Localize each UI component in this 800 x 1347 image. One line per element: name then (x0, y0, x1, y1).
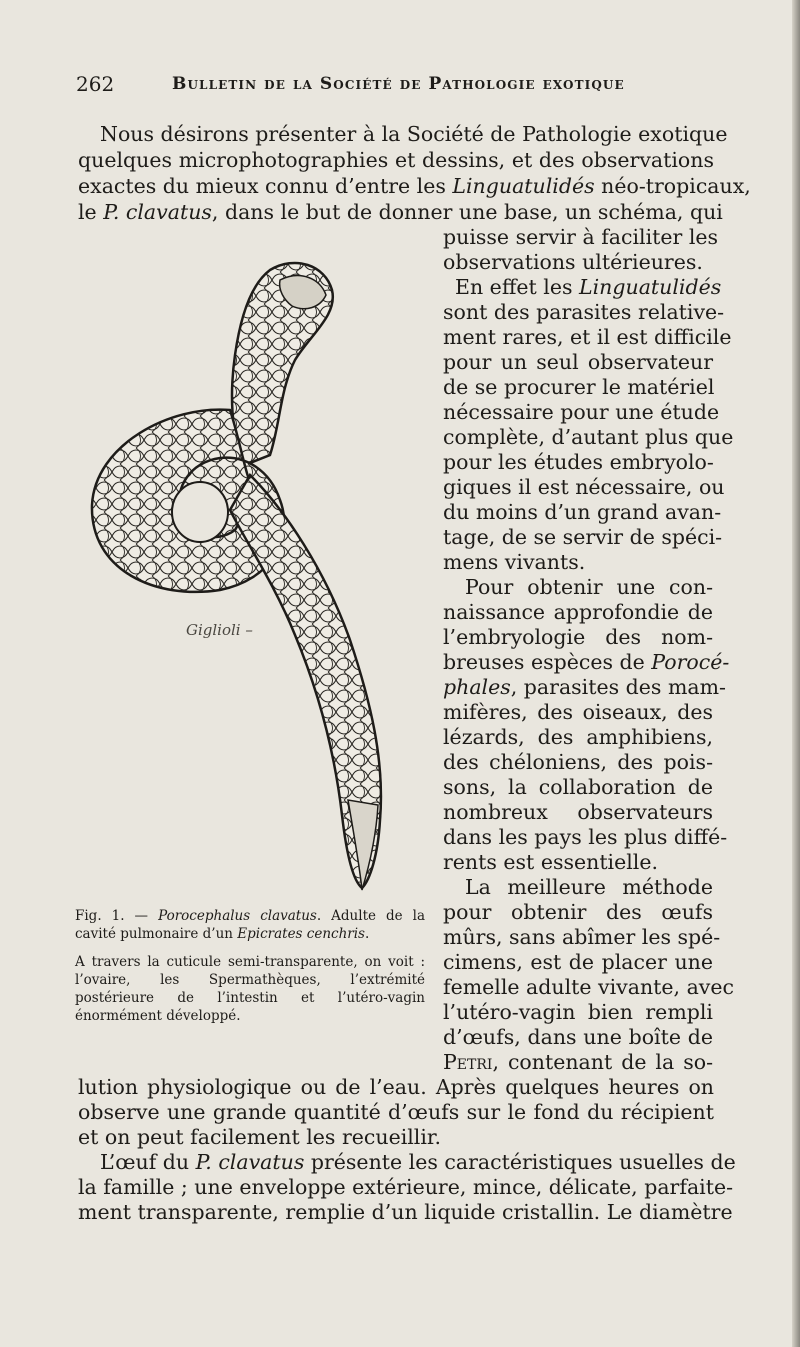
text-line: ment transparente, remplie d’un liquide cristallin. Le diamètre (78, 1200, 733, 1224)
text-line: observe une grande quantité d’œufs sur le fond du récipient (78, 1100, 714, 1124)
text-line: puisse servir à faciliter les (443, 225, 719, 249)
text-line: breuses espèces de Porocé- (443, 650, 730, 674)
text-line: Pour obtenir une con- (465, 575, 713, 599)
text-line: rents est essentielle. (443, 850, 659, 874)
text-line: complète, d’autant plus que (443, 425, 734, 449)
figure-signature: Giglioli – (186, 621, 253, 639)
text-line: sont des parasites relative- (443, 300, 725, 324)
text-line: mûrs, sans abîmer les spé- (443, 925, 721, 949)
text-line: En effet les Linguatulidés (455, 275, 722, 299)
text-line: du moins d’un grand avan- (443, 500, 722, 524)
text-line: d’œufs, dans une boîte de (443, 1025, 713, 1049)
running-head: Bulletin de la Société de Pathologie exotique (172, 74, 625, 94)
text-line: phales, parasites des mam- (443, 675, 726, 699)
text-line: La meilleure méthode (465, 875, 713, 899)
text-line: Nous désirons présenter à la Société de Pathologie exotique (100, 122, 728, 146)
text-line: giques il est nécessaire, ou (443, 475, 725, 499)
figure-caption: Fig. 1. — Porocephalus clavatus. Adulte de la cavité pulmonaire d’un Epicrates cenchris. (75, 908, 426, 942)
text-line: tage, de se servir de spéci- (443, 525, 723, 549)
text-line: L’œuf du P. clavatus présente les caractéristiques usuelles de (100, 1150, 736, 1174)
text-line: l’utéro-vagin bien rempli (443, 1000, 713, 1024)
text-line: et on peut facilement les recueillir. (78, 1125, 441, 1149)
text-line: nécessaire pour une étude (443, 400, 720, 424)
text-line: sons, la collaboration de (443, 775, 713, 799)
text-line: de se procurer le matériel (443, 375, 715, 399)
loop-hole (172, 482, 228, 542)
page-edge (792, 0, 800, 1347)
text-line: nombreux observateurs (443, 800, 713, 824)
figure-caption-detail: A travers la cuticule semi-transparente, on voit : l’ovaire, les Spermathèques, l’extrémité postérieure de l’intestin et l’utéro-vagin énormément développé. (75, 954, 425, 1024)
text-line: la famille ; une enveloppe extérieure, mince, délicate, parfaite- (78, 1175, 734, 1199)
text-line: mens vivants. (443, 550, 586, 574)
porocephalus-figure (80, 240, 420, 900)
text-line: ment rares, et il est difficile (443, 325, 732, 349)
text-line: Petri, contenant de la so- (443, 1050, 713, 1074)
text-line: cimens, est de placer une (443, 950, 713, 974)
text-line: lézards, des amphibiens, (443, 725, 713, 749)
text-line: l’embryologie des nom- (443, 625, 713, 649)
text-line: femelle adulte vivante, avec (443, 975, 735, 999)
text-line: quelques microphotographies et dessins, et des observations (78, 148, 714, 172)
text-line: observations ultérieures. (443, 250, 703, 274)
text-line: lution physiologique ou de l’eau. Après quelques heures on (78, 1075, 714, 1099)
text-line: exactes du mieux connu d’entre les Linguatulidés néo-tropicaux, (78, 174, 751, 198)
page-number: 262 (76, 72, 115, 96)
text-line: dans les pays les plus diffé- (443, 825, 728, 849)
text-line: pour un seul observateur (443, 350, 713, 374)
text-line: des chéloniens, des pois- (443, 750, 713, 774)
text-line: pour les études embryolo- (443, 450, 714, 474)
text-line: le P. clavatus, dans le but de donner une base, un schéma, qui (78, 200, 723, 224)
text-line: pour obtenir des œufs (443, 900, 713, 924)
text-line: mifères, des oiseaux, des (443, 700, 713, 724)
text-line: naissance approfondie de (443, 600, 713, 624)
page-header (76, 72, 736, 106)
